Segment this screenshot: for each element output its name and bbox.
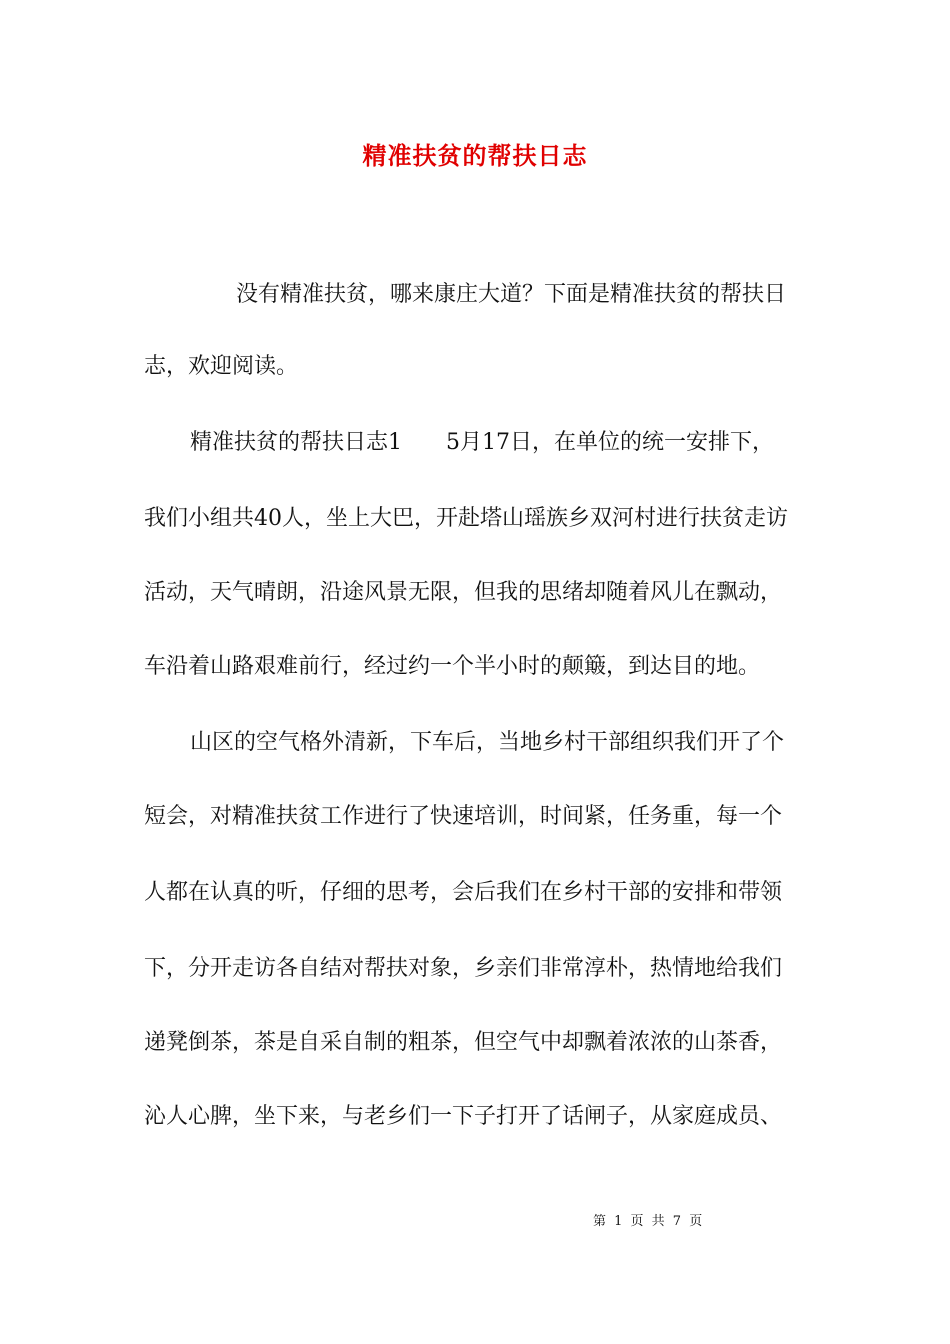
text-line: 人都在认真的听，仔细的思考，会后我们在乡村干部的安排和带领 — [144, 880, 783, 905]
text-line: 精准扶贫的帮扶日志1 5月17日，在单位的统一安排下， — [190, 430, 774, 455]
document-title: 精准扶贫的帮扶日志 — [362, 141, 588, 170]
text-line: 车沿着山路艰难前行，经过约一个半小时的颠簸，到达目的地。 — [144, 654, 761, 679]
text-line: 下，分开走访各自结对帮扶对象，乡亲们非常淳朴，热情地给我们 — [144, 956, 783, 981]
text-line: 山区的空气格外清新，下车后，当地乡村干部组织我们开了个 — [190, 730, 785, 755]
text-line: 没有精准扶贫，哪来康庄大道？下面是精准扶贫的帮扶日 — [236, 282, 787, 307]
text-line: 短会，对精准扶贫工作进行了快速培训，时间紧，任务重，每一个 — [144, 804, 783, 829]
text-line: 志，欢迎阅读。 — [144, 354, 299, 379]
page-number: 第 1 页 共 7 页 — [593, 1214, 705, 1229]
text-line: 活动，天气晴朗，沿途风景无限，但我的思绪却随着风儿在飘动， — [144, 580, 783, 605]
text-line: 沁人心脾，坐下来，与老乡们一下子打开了话闸子，从家庭成员、 — [144, 1104, 783, 1129]
text-line: 递凳倒茶，茶是自采自制的粗茶，但空气中却飘着浓浓的山茶香， — [144, 1030, 783, 1055]
text-line: 我们小组共40人，坐上大巴，开赴塔山瑶族乡双河村进行扶贫走访 — [144, 506, 788, 531]
